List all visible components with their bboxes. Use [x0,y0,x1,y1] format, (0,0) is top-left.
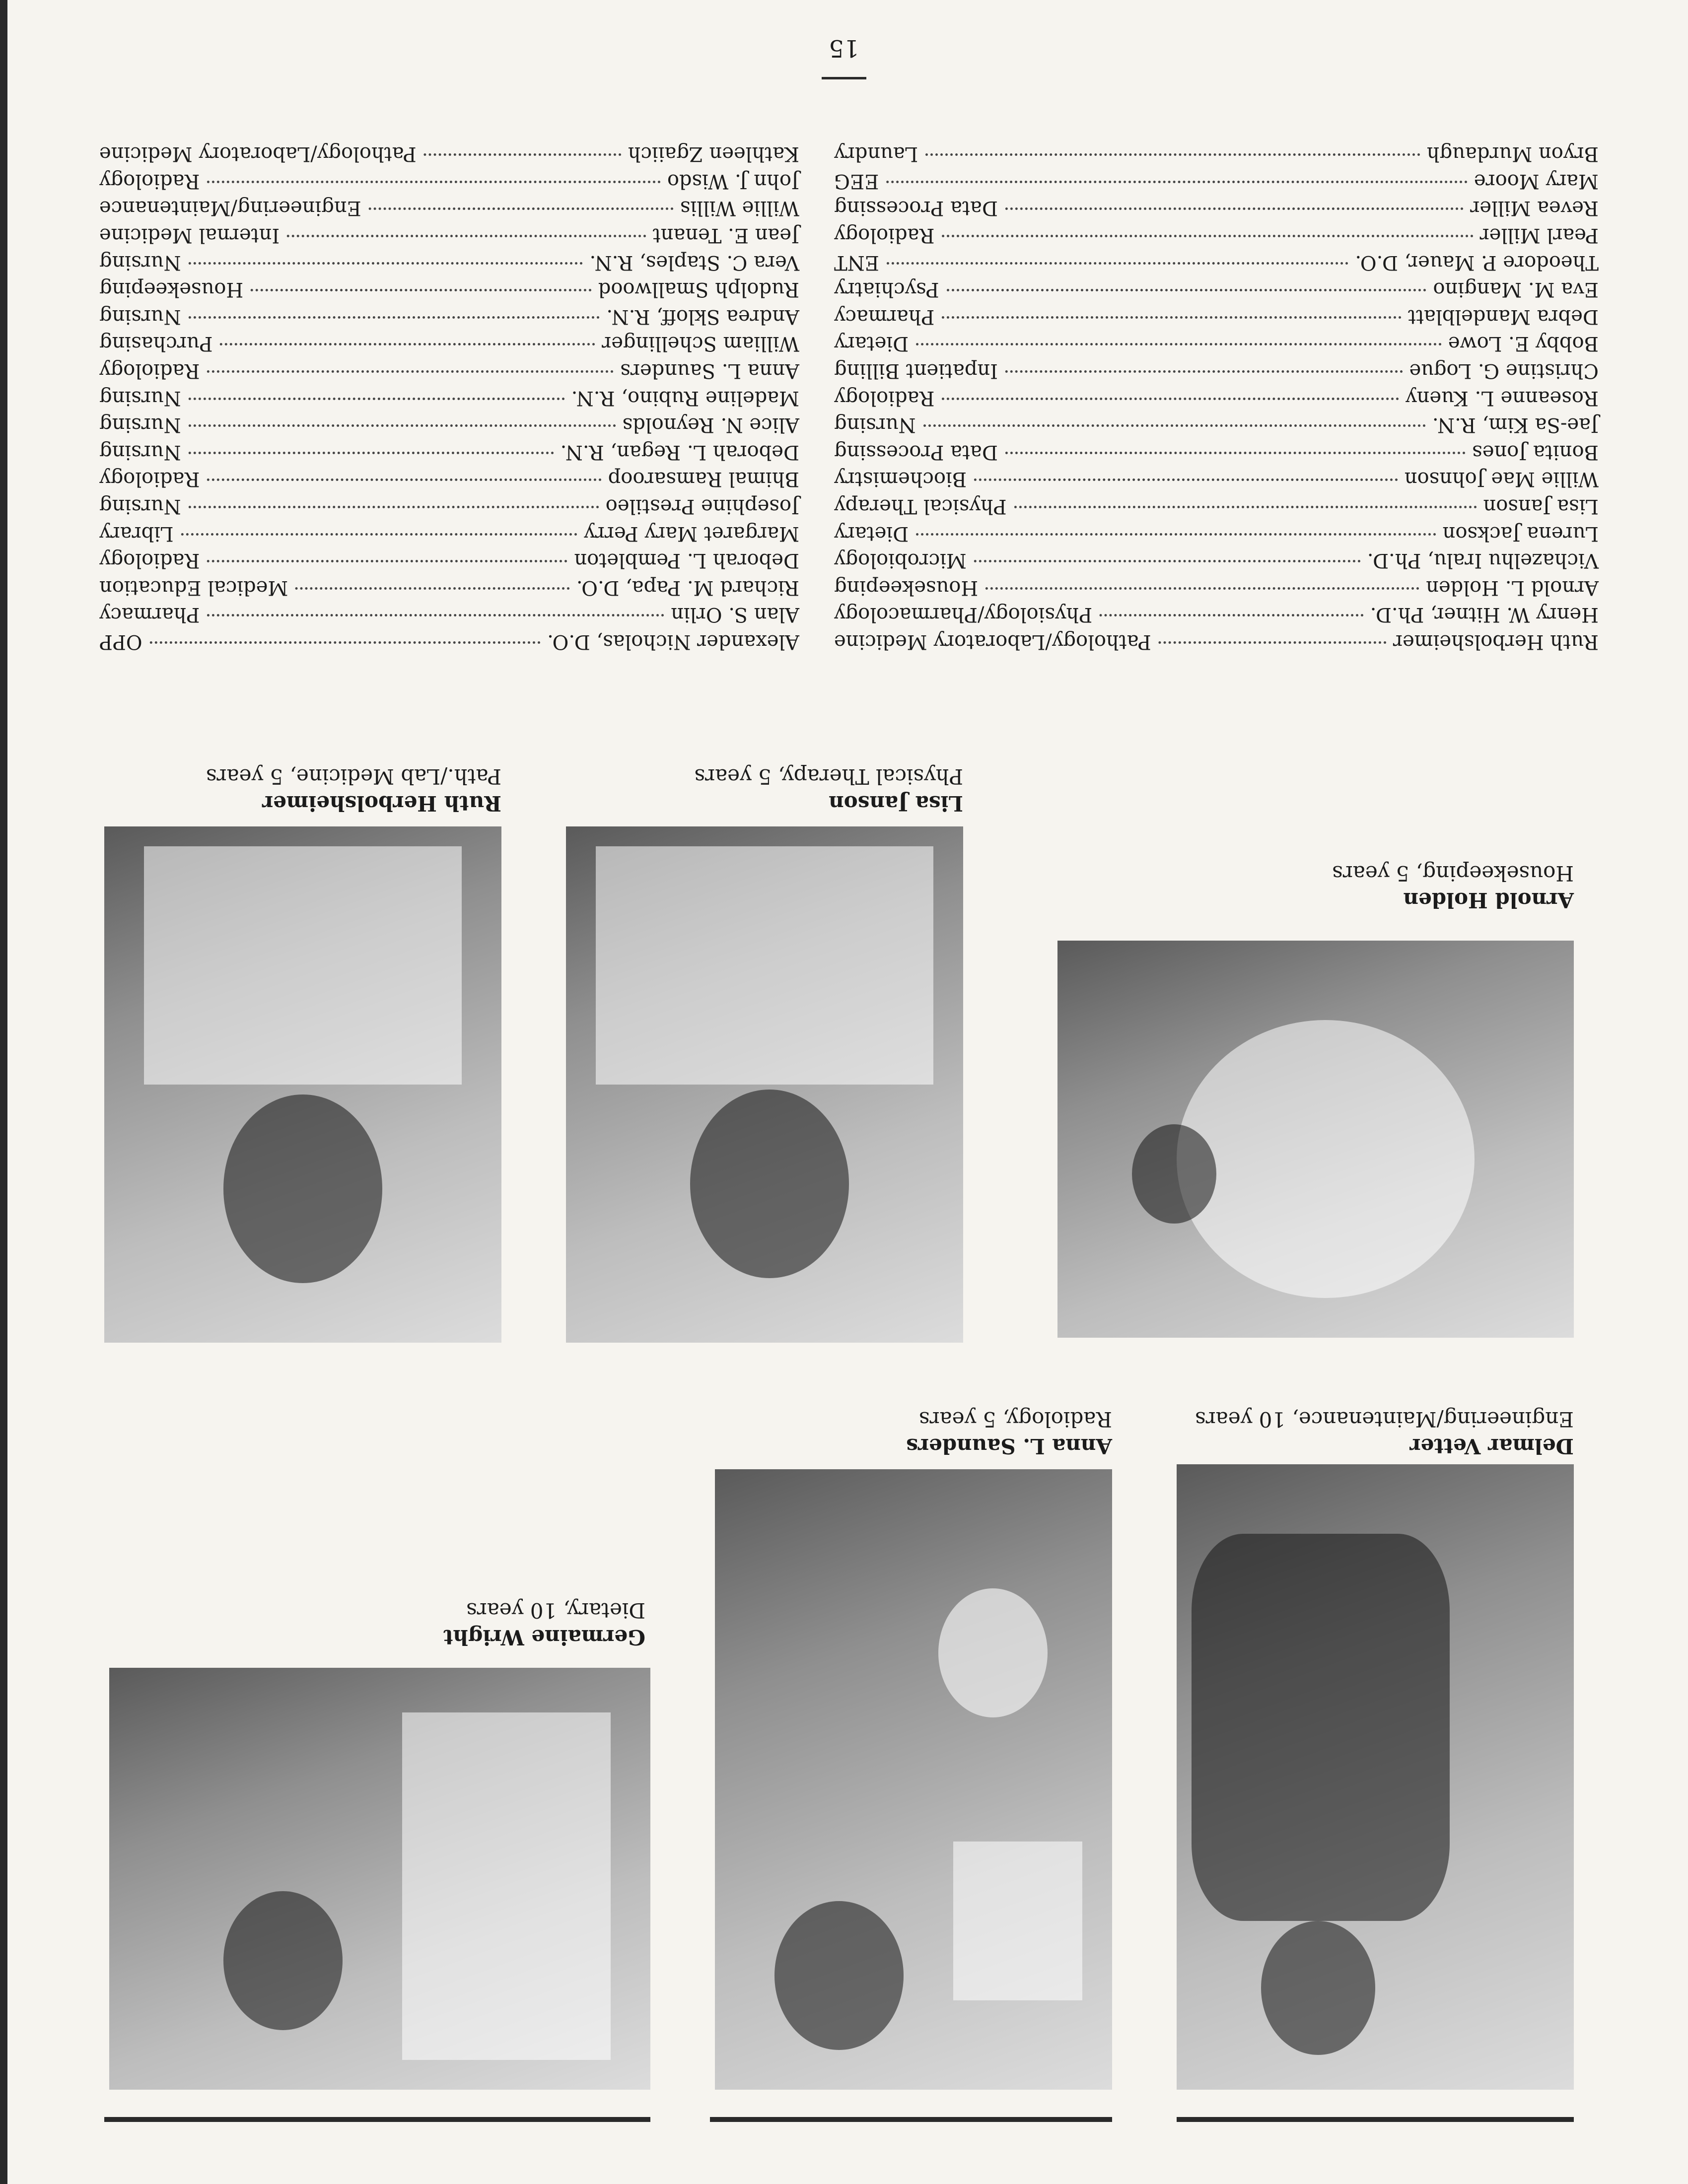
list-item: Lisa Janson Physical Therapy [834,495,1599,518]
list-item: Theodore P. Mauer, D.O. ENT [834,251,1599,274]
caption-ruth-herbolsheimer [104,763,501,817]
list-item: Anna L. Saunders Radiology [99,359,799,383]
page-number-rule [822,77,866,79]
caption-detail: Dietary, 10 years [466,1598,645,1623]
photo-ruth-herbolsheimer [104,826,501,1343]
caption-name: Arnold Holden [1403,888,1574,912]
list-item: Alexander Nicholas, D.O. OPP [99,630,799,653]
list-item: Josephine Prestileo Nursing [99,495,799,518]
list-item: Alan S. Orlin Pharmacy [99,603,799,626]
caption-detail: Radiology, 5 years [918,1407,1112,1432]
caption-name: Delmar Vetter [1409,1434,1574,1458]
caption-germaine-wright [149,1597,645,1650]
caption-name: Anna L. Saunders [906,1434,1112,1458]
list-item: Mary Moore EEG [834,169,1599,193]
photo-germaine-wright [109,1668,650,2090]
list-item: Eva M. Mangino Psychiatry [834,278,1599,301]
list-item: Vichazelhu Iralu, Ph.D. Microbiology [834,549,1599,572]
list-item: Arnold L. Holden Housekeeping [834,576,1599,599]
binding-edge [0,0,7,2184]
list-item: John J. Wisdo Radiology [99,169,799,193]
list-item: Henry W. Hitner, Ph.D. Physiology/Pharmacology [834,603,1599,626]
list-item: Deborah L. Pembleton Radiology [99,549,799,572]
caption-arnold-holden [1127,860,1574,913]
list-item: Jae-Sa Kim, R.N. Nursing [834,413,1599,437]
photo-arnold-holden [1057,941,1574,1338]
list-item: Andrea Skloff, R.N. Nursing [99,305,799,328]
list-item: Rudolph Smallwood Housekeeping [99,278,799,301]
photo-delmar-vetter [1177,1464,1574,2090]
caption-name: Ruth Herbolsheimer [262,791,501,816]
caption-detail: Physical Therapy, 5 years [694,764,963,789]
list-item: Kathleen Zgaiich Pathology/Laboratory Medicine [99,142,799,166]
list-item: Bryon Murdaugh Laundry [834,142,1599,166]
list-item: Roseanne L. Kueny Radiology [834,386,1599,410]
name-list-right [99,140,799,655]
list-item: Lurena Jackson Dietary [834,522,1599,545]
caption-name: Lisa Janson [829,791,963,816]
list-item: Richard M. Papa, D.O. Medical Education [99,576,799,599]
caption-delmar-vetter [1127,1406,1574,1459]
list-item: Jean E. Tenant Internal Medicine [99,224,799,247]
list-item: Alice N. Reynolds Nursing [99,413,799,437]
list-item: Vera C. Staples, R.N. Nursing [99,251,799,274]
name-list-left [834,140,1599,655]
caption-name: Germaine Wright [443,1625,645,1649]
list-item: Willie Mae Johnson Biochemistry [834,468,1599,491]
list-item: Bhimal Ramsaroop Radiology [99,468,799,491]
list-item: Madeline Rubino, R.N. Nursing [99,386,799,410]
list-item: Bobby E. Lowe Dietary [834,332,1599,355]
divider-line [1177,2117,1574,2122]
list-item: Ruth Herbolsheimer Pathology/Laboratory Medicine [834,630,1599,653]
list-item: Willie Willis Engineering/Maintenance [99,197,799,220]
divider-line [710,2117,1112,2122]
list-item: Deborah L. Regan, R.N. Nursing [99,440,799,464]
list-item: Christine G. Logue Inpatient Billing [834,359,1599,383]
page-number: 15 [829,34,859,62]
list-item: Revea Miller Data Processing [834,197,1599,220]
caption-detail: Engineering/Maintenance, 10 years [1195,1407,1574,1432]
photo-lisa-janson [566,826,963,1343]
list-item: Debra Mandelblatt Pharmacy [834,305,1599,328]
photo-anna-saunders [715,1469,1112,2090]
caption-detail: Path./Lab Medicine, 5 years [206,764,501,789]
list-item: Bonita Jones Data Processing [834,440,1599,464]
list-item: William Schellinger Purchasing [99,332,799,355]
divider-line [104,2117,650,2122]
caption-lisa-janson [566,763,963,817]
caption-anna-saunders [715,1406,1112,1459]
list-item: Pearl Miller Radiology [834,224,1599,247]
caption-detail: Housekeeping, 5 years [1332,861,1574,886]
list-item: Margaret Mary Perry Library [99,522,799,545]
